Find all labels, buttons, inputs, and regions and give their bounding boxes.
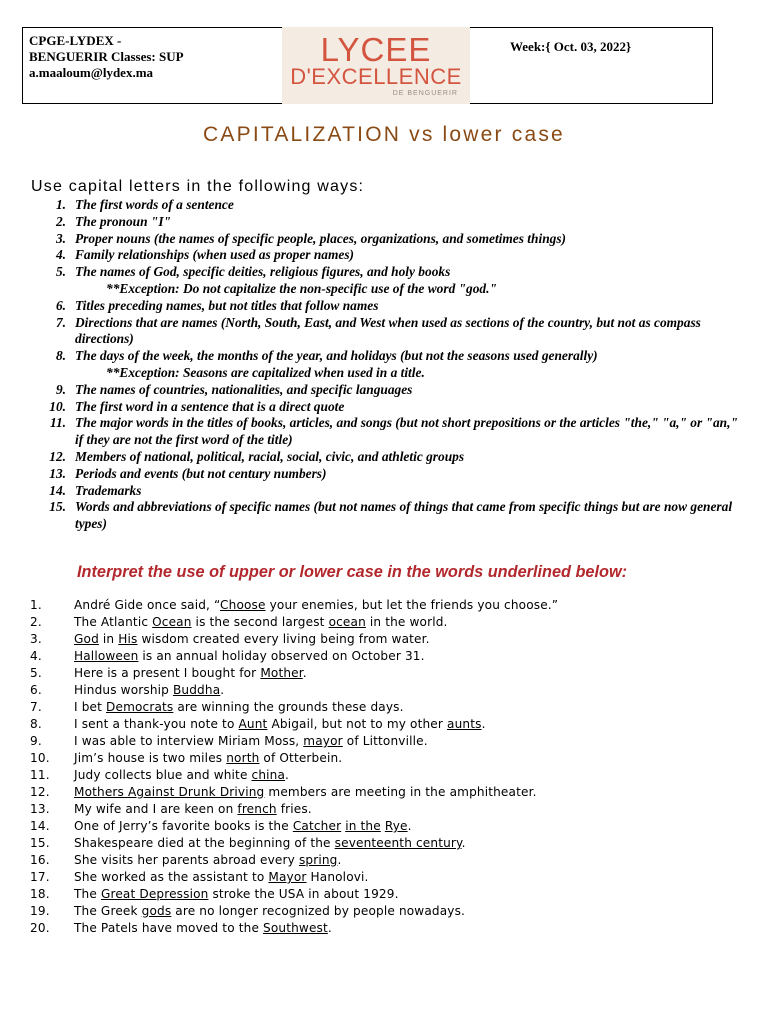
exercise-item (30, 648, 740, 665)
rule-text: The names of God, specific deities, religious figures, and holy books (75, 264, 451, 280)
sentence-text: . (302, 666, 307, 680)
rule-number: 15. (49, 499, 66, 515)
header-line-school: CPGE-LYDEX - (29, 33, 122, 48)
underlined-word: Halloween (74, 649, 139, 663)
sentence-text: Here is a present I bought for (74, 666, 261, 680)
underlined-word: Ocean (152, 615, 192, 629)
sentence-text: your enemies, but let the friends you choose.” (265, 598, 559, 612)
exercise-item (30, 716, 740, 733)
sentence-text: . (481, 717, 486, 731)
rule-number: 13. (49, 465, 66, 481)
sentence-text: . (407, 819, 412, 833)
sentence-text: wisdom created every living being from water. (137, 632, 430, 646)
rule-text: Directions that are names (North, South, East, and West when used as sections of the country, but not as compass directions) (75, 314, 701, 347)
rule-text: The first word in a sentence that is a direct quote (75, 398, 345, 414)
sentence-text: Abigail, but not to my other (267, 717, 448, 731)
logo-benguerir: DE BENGUERIR (392, 90, 458, 97)
rule-number: 5. (55, 264, 66, 280)
exercise-number: 4. (30, 649, 42, 663)
rule-text: Periods and events (but not century numbers) (75, 465, 327, 481)
rule-text: The major words in the titles of books, articles, and songs (but not short prepositions or the articles "the," "a," or "an," if they are not the first word of the title) (75, 415, 738, 448)
sentence-text: The Patels have moved to the (74, 921, 264, 935)
underlined-word: Catcher (292, 819, 342, 833)
rule-text: Words and abbreviations of specific names (but not names of things that came from specific things but are now general types) (75, 499, 733, 532)
exercise-number: 15. (30, 836, 50, 850)
underlined-word: seventeenth century (334, 836, 462, 850)
rule-text: The names of countries, nationalities, and specific languages (75, 381, 413, 397)
sentence-text: are no longer recognized by people nowadays. (171, 904, 466, 918)
underlined-word: Mother (260, 666, 303, 680)
rule-item (44, 348, 744, 382)
sentence-text: . (337, 853, 342, 867)
sentence-text: André Gide once said, “ (74, 598, 221, 612)
underlined-word: God (74, 632, 99, 646)
exercise-number: 8. (30, 717, 42, 731)
rule-text: The pronoun "I" (75, 213, 171, 229)
header-box (22, 27, 713, 104)
rule-text: Members of national, political, racial, social, civic, and athletic groups (75, 448, 465, 464)
sentence-text: of Otterbein. (259, 751, 343, 765)
sentence-text: Judy collects blue and white (74, 768, 252, 782)
exercise-number: 1. (30, 598, 42, 612)
sentence-text: Hindus worship (74, 683, 173, 697)
exercise-number: 18. (30, 887, 50, 901)
rule-item (44, 483, 744, 500)
rule-item (44, 214, 744, 231)
exercise-item (30, 767, 740, 784)
rule-number: 9. (55, 381, 66, 397)
sentence-text: My wife and I are keen on (74, 802, 238, 816)
exercise-list (30, 597, 740, 937)
underlined-word: His (118, 632, 138, 646)
sentence-text: . (285, 768, 290, 782)
sentence-text: are winning the grounds these days. (173, 700, 404, 714)
exercise-item (30, 614, 740, 631)
exercise-item (30, 852, 740, 869)
exercise-item (30, 818, 740, 835)
sentence-text: She worked as the assistant to (74, 870, 269, 884)
underlined-word: Rye (384, 819, 408, 833)
underlined-word: Democrats (106, 700, 174, 714)
rule-item (44, 247, 744, 264)
exercise-number: 12. (30, 785, 50, 799)
week-date: Week:{ Oct. 03, 2022} (510, 39, 632, 54)
rule-number: 8. (55, 348, 66, 364)
exercise-number: 14. (30, 819, 50, 833)
underlined-word: Mayor (268, 870, 307, 884)
underlined-word: china (251, 768, 286, 782)
exercise-item (30, 750, 740, 767)
sentence-text: Jim’s house is two miles (74, 751, 227, 765)
underlined-word: north (226, 751, 260, 765)
exercise-number: 5. (30, 666, 42, 680)
page-title: CAPITALIZATION vs lower case (203, 123, 565, 146)
exercise-item (30, 597, 740, 614)
rule-item (44, 197, 744, 214)
exercise-item (30, 682, 740, 699)
school-logo (282, 27, 470, 104)
sentence-text: in the world. (365, 615, 448, 629)
rule-number: 12. (49, 448, 66, 464)
sentence-text: . (461, 836, 466, 850)
rule-number: 7. (55, 314, 66, 330)
underlined-word: Great Depression (100, 887, 209, 901)
rule-exception-note: **Exception: Do not capitalize the non-specific use of the word "god." (106, 280, 497, 296)
exercise-number: 17. (30, 870, 50, 884)
exercise-item (30, 903, 740, 920)
sentence-text: fries. (276, 802, 312, 816)
exercise-number: 11. (30, 768, 50, 782)
sentence-text: I sent a thank-you note to (74, 717, 239, 731)
rule-text: Family relationships (when used as proper names) (75, 247, 355, 263)
rule-text: The days of the week, the months of the year, and holidays (but not the seasons used generally) (75, 348, 598, 364)
underlined-word: Buddha (172, 683, 221, 697)
underlined-word: spring (298, 853, 338, 867)
underlined-word: in the (345, 819, 381, 833)
exercise-number: 19. (30, 904, 50, 918)
sentence-text: Hanolovi. (306, 870, 369, 884)
underlined-word: mayor (303, 734, 343, 748)
sentence-text: of Littonville. (342, 734, 428, 748)
exercise-number: 13. (30, 802, 50, 816)
rule-number: 3. (55, 230, 66, 246)
header-line-class: BENGUERIR Classes: SUP (29, 49, 184, 64)
exercise-item (30, 920, 740, 937)
sentence-text: She visits her parents abroad every (74, 853, 299, 867)
sentence-text: is an annual holiday observed on October 31. (138, 649, 425, 663)
exercise-number: 9. (30, 734, 42, 748)
rule-item (44, 399, 744, 416)
sentence-text: in (98, 632, 119, 646)
rule-item (44, 449, 744, 466)
sentence-text: I was able to interview Miriam Moss, (74, 734, 304, 748)
sentence-text: The (74, 887, 101, 901)
exercise-number: 16. (30, 853, 50, 867)
rule-number: 4. (55, 247, 66, 263)
exercise-number: 10. (30, 751, 50, 765)
rules-list (44, 197, 744, 533)
header-line-email: a.maaloum@lydex.ma (29, 65, 154, 80)
rule-number: 1. (55, 197, 66, 212)
rule-item (44, 466, 744, 483)
underlined-word: Mothers Against Drunk Driving (74, 785, 265, 799)
logo-excellence: D'EXCELLENCE (290, 64, 462, 89)
rule-item (44, 499, 744, 533)
rule-number: 11. (50, 415, 66, 431)
rule-item (44, 264, 744, 298)
exercise-item (30, 801, 740, 818)
sentence-text: One of Jerry’s favorite books is the (74, 819, 293, 833)
sentence-text: . (327, 921, 332, 935)
sentence-text: Shakespeare died at the beginning of the (74, 836, 335, 850)
exercise-number: 7. (30, 700, 42, 714)
rule-number: 2. (55, 213, 66, 229)
exercise-item (30, 784, 740, 801)
sentence-text: . (220, 683, 225, 697)
exercise-item (30, 835, 740, 852)
exercise-number: 3. (30, 632, 42, 646)
rule-number: 10. (49, 398, 66, 414)
rule-item (44, 382, 744, 399)
rule-item (44, 231, 744, 248)
sentence-text: is the second largest (191, 615, 329, 629)
rule-item (44, 298, 744, 315)
sentence-text: The Greek (74, 904, 142, 918)
underlined-word: ocean (328, 615, 366, 629)
sentence-text: I bet (74, 700, 107, 714)
exercise-item (30, 733, 740, 750)
underlined-word: french (237, 802, 277, 816)
rule-item (44, 315, 744, 349)
rule-text: Trademarks (75, 482, 142, 498)
exercise-item (30, 886, 740, 903)
exercise-item (30, 869, 740, 886)
exercise-number: 20. (30, 921, 50, 935)
exercise-item (30, 631, 740, 648)
sentence-text: stroke the USA in about 1929. (208, 887, 399, 901)
exercise-number: 2. (30, 615, 42, 629)
underlined-word: Choose (220, 598, 266, 612)
header-info (29, 33, 184, 81)
exercise-item (30, 665, 740, 682)
rule-text: Proper nouns (the names of specific people, places, organizations, and sometimes things) (75, 230, 567, 246)
exercise-number: 6. (30, 683, 42, 697)
sentence-text: The Atlantic (74, 615, 153, 629)
logo-lycee: LYCEE (320, 31, 432, 68)
underlined-word: aunts (447, 717, 482, 731)
exercise-item (30, 699, 740, 716)
rule-text: The first words of a sentence (75, 197, 234, 212)
rule-item (44, 415, 744, 449)
rule-number: 6. (55, 297, 66, 313)
underlined-word: Aunt (238, 717, 268, 731)
rule-number: 14. (49, 482, 66, 498)
sentence-text: members are meeting in the amphitheater. (264, 785, 537, 799)
underlined-word: gods (141, 904, 172, 918)
exercise-heading: Interpret the use of upper or lower case in the words underlined below: (77, 563, 628, 581)
intro-heading: Use capital letters in the following ways: (31, 178, 365, 195)
rule-exception-note: **Exception: Seasons are capitalized when used in a title. (106, 364, 425, 380)
rule-text: Titles preceding names, but not titles that follow names (75, 297, 379, 313)
underlined-word: Southwest (263, 921, 328, 935)
